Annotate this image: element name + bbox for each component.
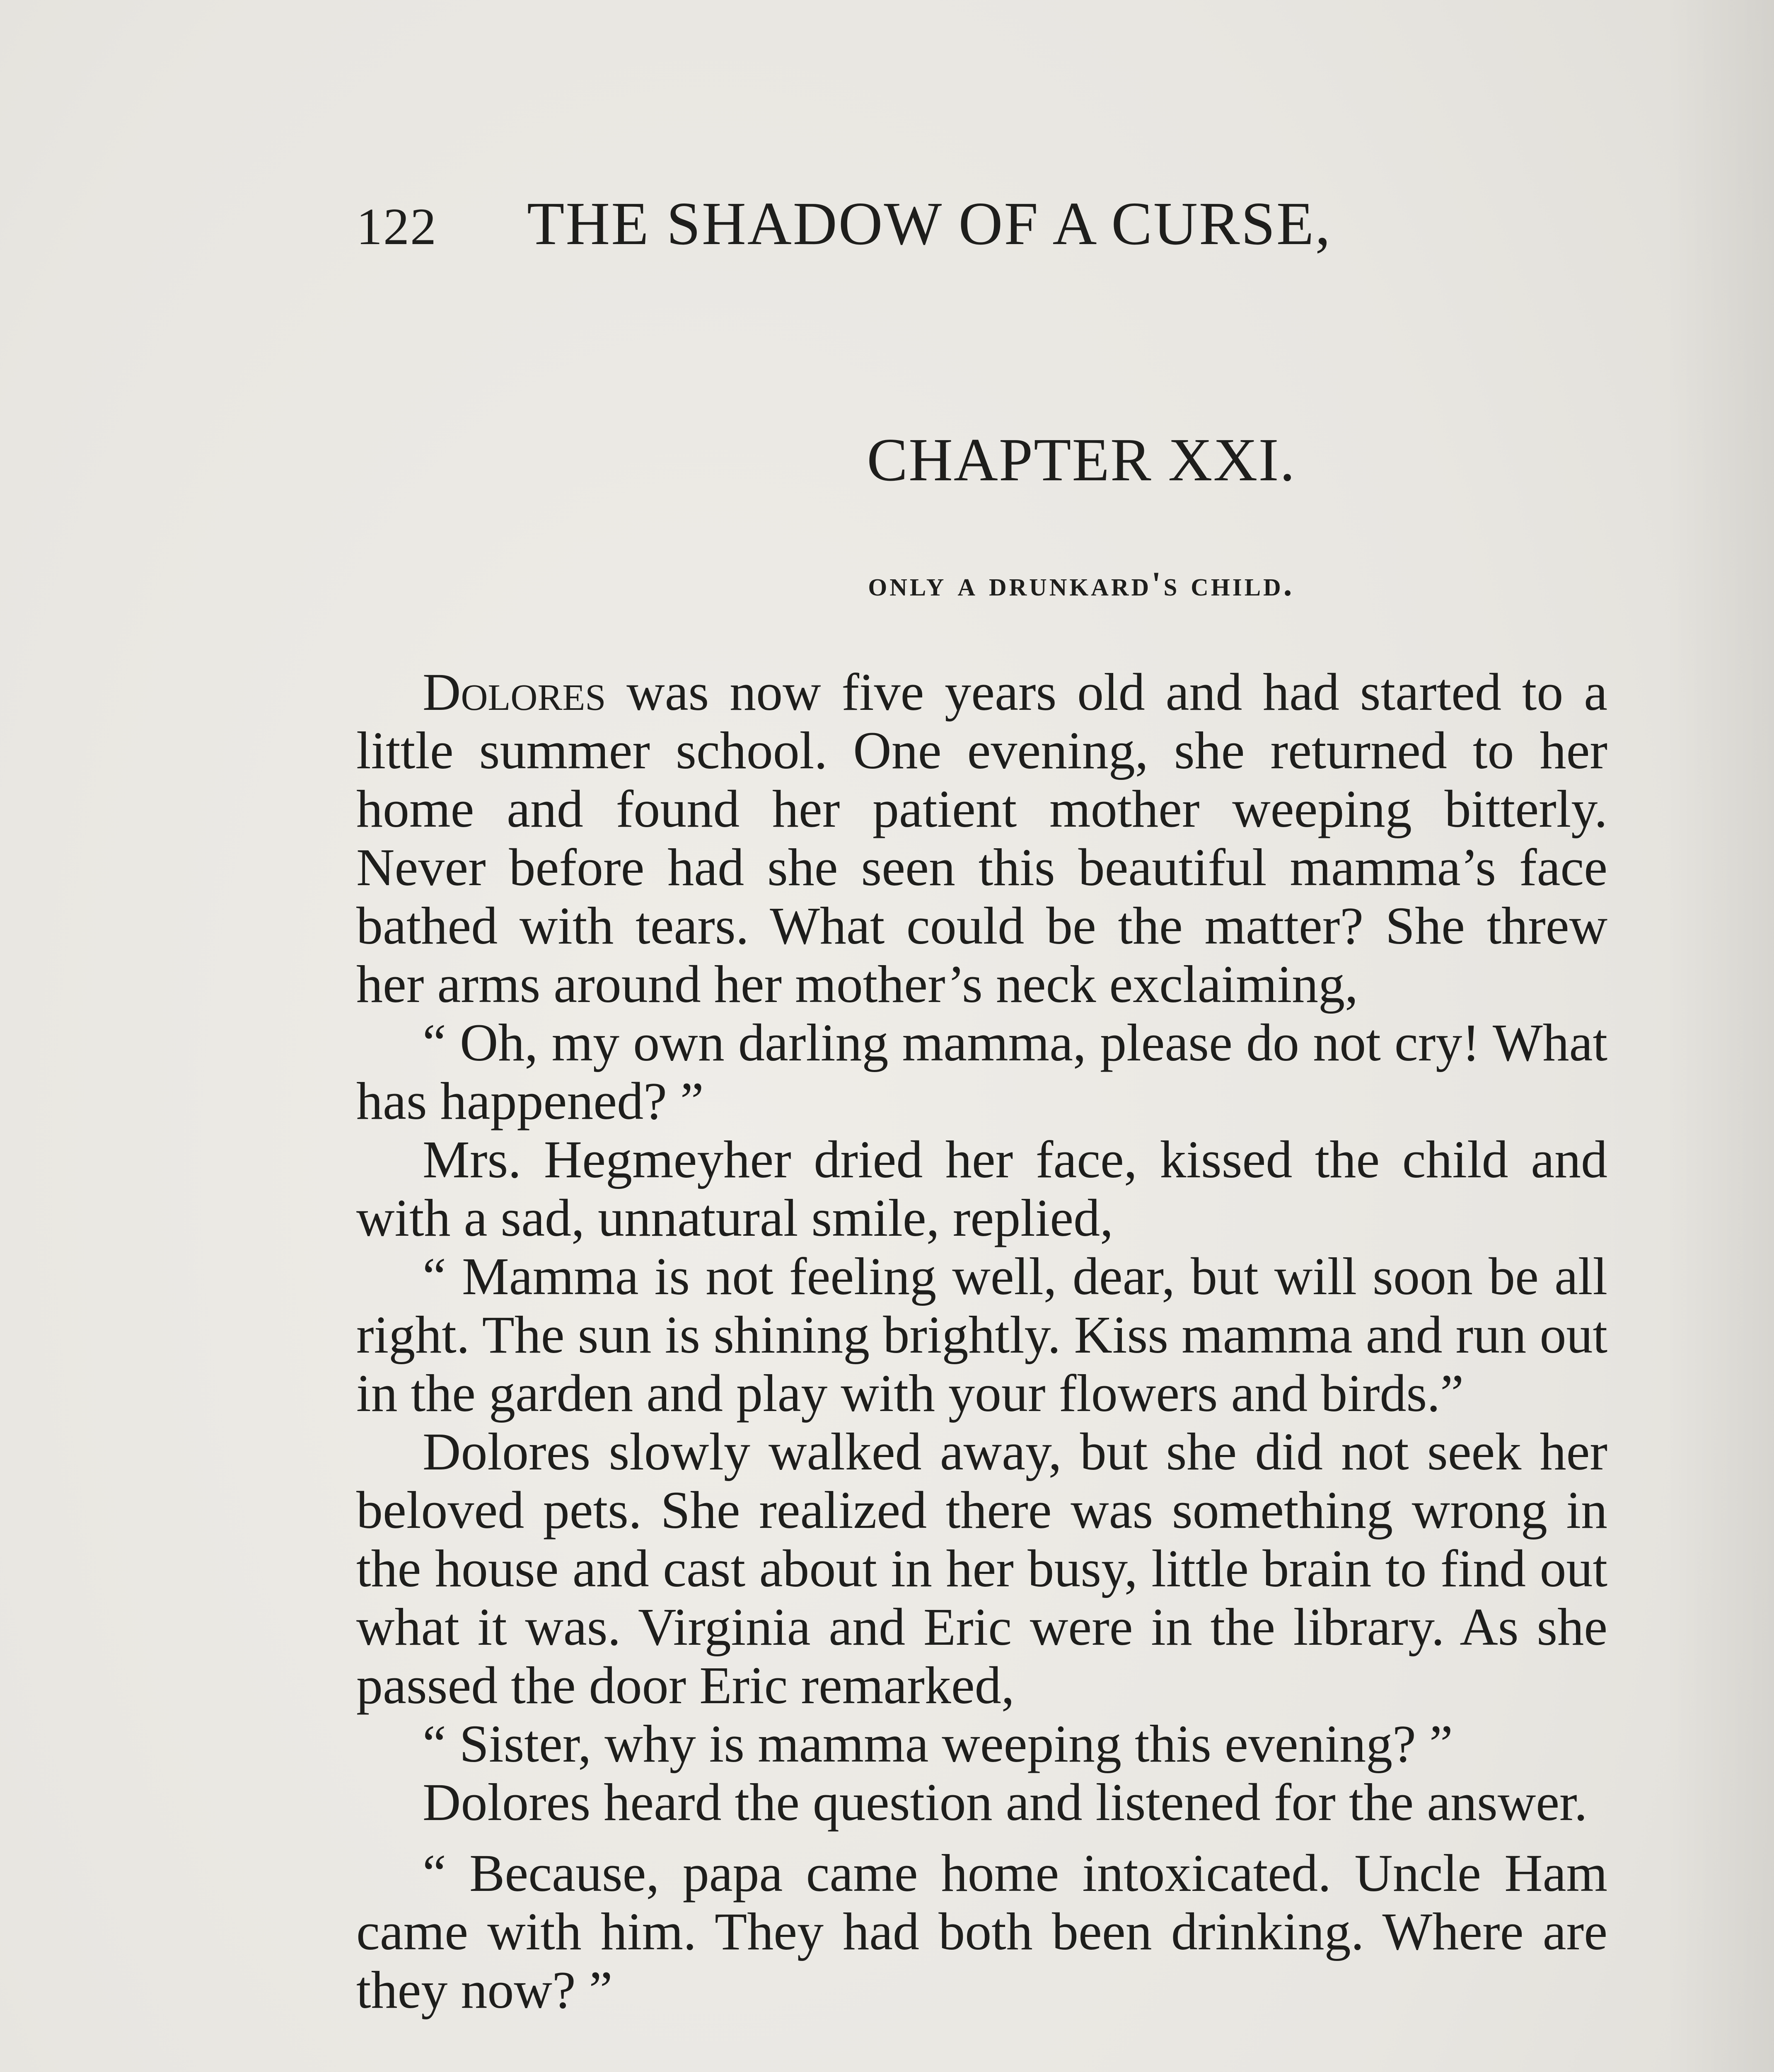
chapter-body [356, 663, 1607, 2019]
paragraph [356, 663, 1607, 1014]
chapter-subtitle: only a drunkard's child. [868, 565, 1295, 603]
paragraph-lead-word: Dolores [423, 663, 606, 721]
chapter-heading: CHAPTER XXI. [867, 426, 1296, 494]
paragraph: “ Because, papa came home intoxicated. Uncle Ham came with him. They had both been drinking. Where are they now? ” [356, 1844, 1607, 2019]
paragraph: Mrs. Hegmeyher dried her face, kissed the child and with a sad, unnatural smile, replied, [356, 1130, 1607, 1247]
page-edge-shadow [1666, 0, 1774, 2072]
paragraph: Dolores slowly walked away, but she did not seek her beloved pets. She realized there was something wrong in the house and cast about in her busy, little brain to find out what it was. Virginia and Eric were in the library. As she passed the door Eric remarked, [356, 1422, 1607, 1715]
paragraph-text: was now five years old and had started to a little summer school. One evening, she returned to her home and found her patient mother weeping bitterly. Never before had she seen this beautiful mamma’s face bathed with tears. What could be the matter? She threw her arms around her mother’s neck exclaiming, [356, 663, 1607, 1014]
paragraph: “ Mamma is not feeling well, dear, but will soon be all right. The sun is shining brightly. Kiss mamma and run out in the garden and play with your flowers and birds.” [356, 1247, 1607, 1423]
paragraph: “ Oh, my own darling mamma, please do not cry! What has happened? ” [356, 1013, 1607, 1130]
paragraph: Dolores heard the question and listened for the answer. [423, 1773, 1588, 1832]
running-head [356, 182, 1657, 265]
page-number: 122 [356, 198, 437, 256]
paragraph: “ Sister, why is mamma weeping this evening? ” [423, 1714, 1453, 1773]
running-title: THE SHADOW OF A CURSE, [527, 190, 1332, 258]
